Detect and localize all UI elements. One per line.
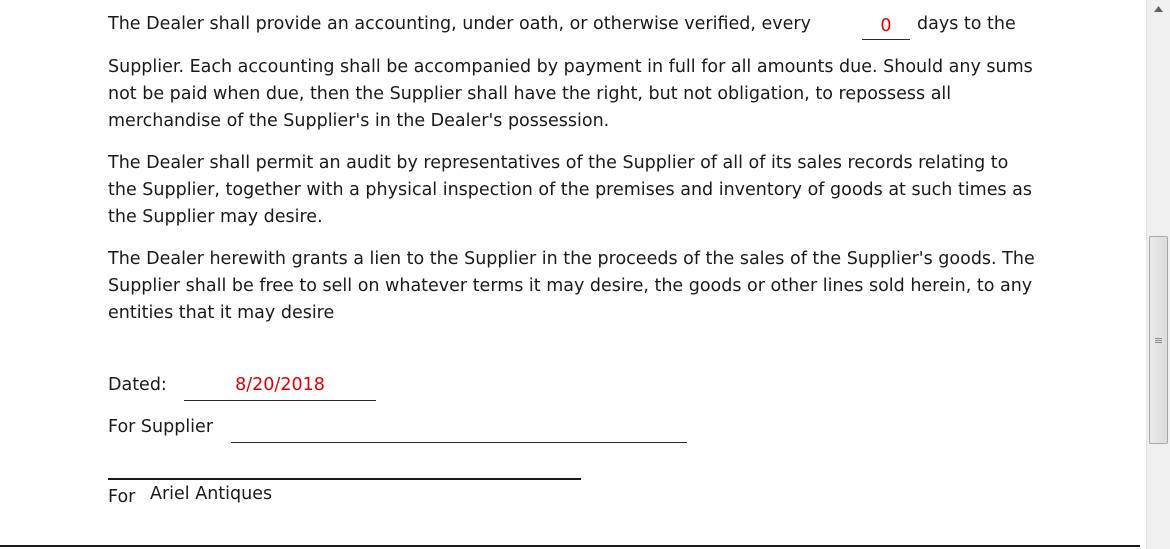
audit-paragraph: The Dealer shall permit an audit by representatives of the Supplier of all of its sales records relating to the Supplier, together with a physical inspection of the premises and inventory of goods at such times as the Supplier may desire. [108,153,1033,227]
scroll-thumb[interactable] [1149,236,1168,444]
triangle-up-icon [1154,6,1163,12]
accounting-paragraph: Supplier. Each accounting shall be accompanied by payment in full for all amounts due. Should any sums not be paid when due, then the Supplier shall have the right, but not obligation, to repossess all merchandise of the Supplier's in the Dealer's possession. [108,57,1033,131]
for-label: For [108,487,136,507]
dealer-signature-line[interactable] [108,478,581,480]
scroll-up-button[interactable] [1147,0,1170,18]
accounting-days-field[interactable]: 0 [880,16,892,36]
vertical-scrollbar[interactable] [1146,0,1170,549]
accounting-days-underline [862,39,910,40]
dealer-name: Ariel Antiques [150,484,273,504]
supplier-signature-line[interactable] [231,442,687,443]
lien-paragraph: The Dealer herewith grants a lien to the Supplier in the proceeds of the sales of the Supplier's goods. The Supplier shall be free to sell on whatever terms it may desire, the goods or other lines sold herein, to any entities that it may desire [108,249,1035,323]
accounting-clause-start: The Dealer shall provide an accounting, under oath, or otherwise verified, every [108,14,811,34]
for-supplier-label: For Supplier [108,417,214,437]
dated-underline [184,400,376,401]
dated-field[interactable]: 8/20/2018 [235,375,325,395]
dated-label: Dated: [108,375,167,395]
grip-lines-icon [1155,337,1162,344]
accounting-clause-end: days to the [917,14,1016,34]
page-bottom-rule [0,545,1140,547]
